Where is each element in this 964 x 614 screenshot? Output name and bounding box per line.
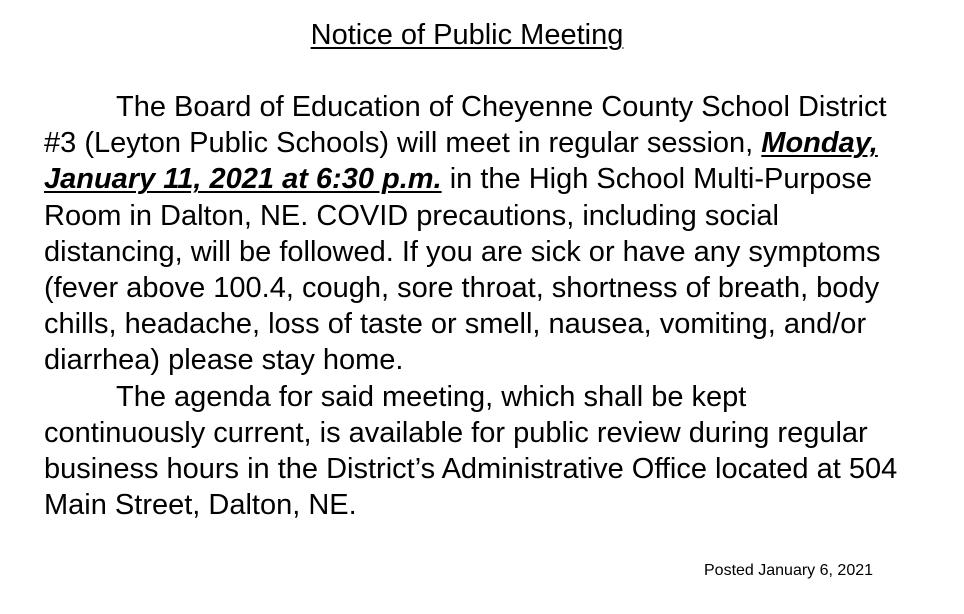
notice-body bbox=[44, 89, 904, 523]
title-text: Notice of Public Meeting bbox=[310, 19, 624, 51]
meeting-date-time: Monday, January 11, 2021 at 6:30 p.m. bbox=[44, 127, 878, 196]
page-title bbox=[0, 17, 934, 53]
notice-paragraph-meeting bbox=[44, 89, 904, 379]
paragraph-text-before-date: The Board of Education of Cheyenne County School District #3 (Leyton Public Schools) will meet in regular session, bbox=[44, 91, 887, 160]
posted-date: Posted January 6, 2021 bbox=[704, 562, 874, 579]
notice-paragraph-agenda: The agenda for said meeting, which shall be kept continuously current, is available for public review during regular business hours in the District’s Administrative Office located at 504 Main Street, Dalton, NE. bbox=[44, 380, 898, 522]
paragraph-text-after-date: in the High School Multi-Purpose Room in Dalton, NE. COVID precautions, including social distancing, will be followed. If you are sick or have any symptoms (fever above 100.4, cough, sore throat, shortness of breath, body chills, headache, loss of taste or smell, nausea, vomiting, and/or diarrhea) please stay home. bbox=[44, 163, 881, 377]
